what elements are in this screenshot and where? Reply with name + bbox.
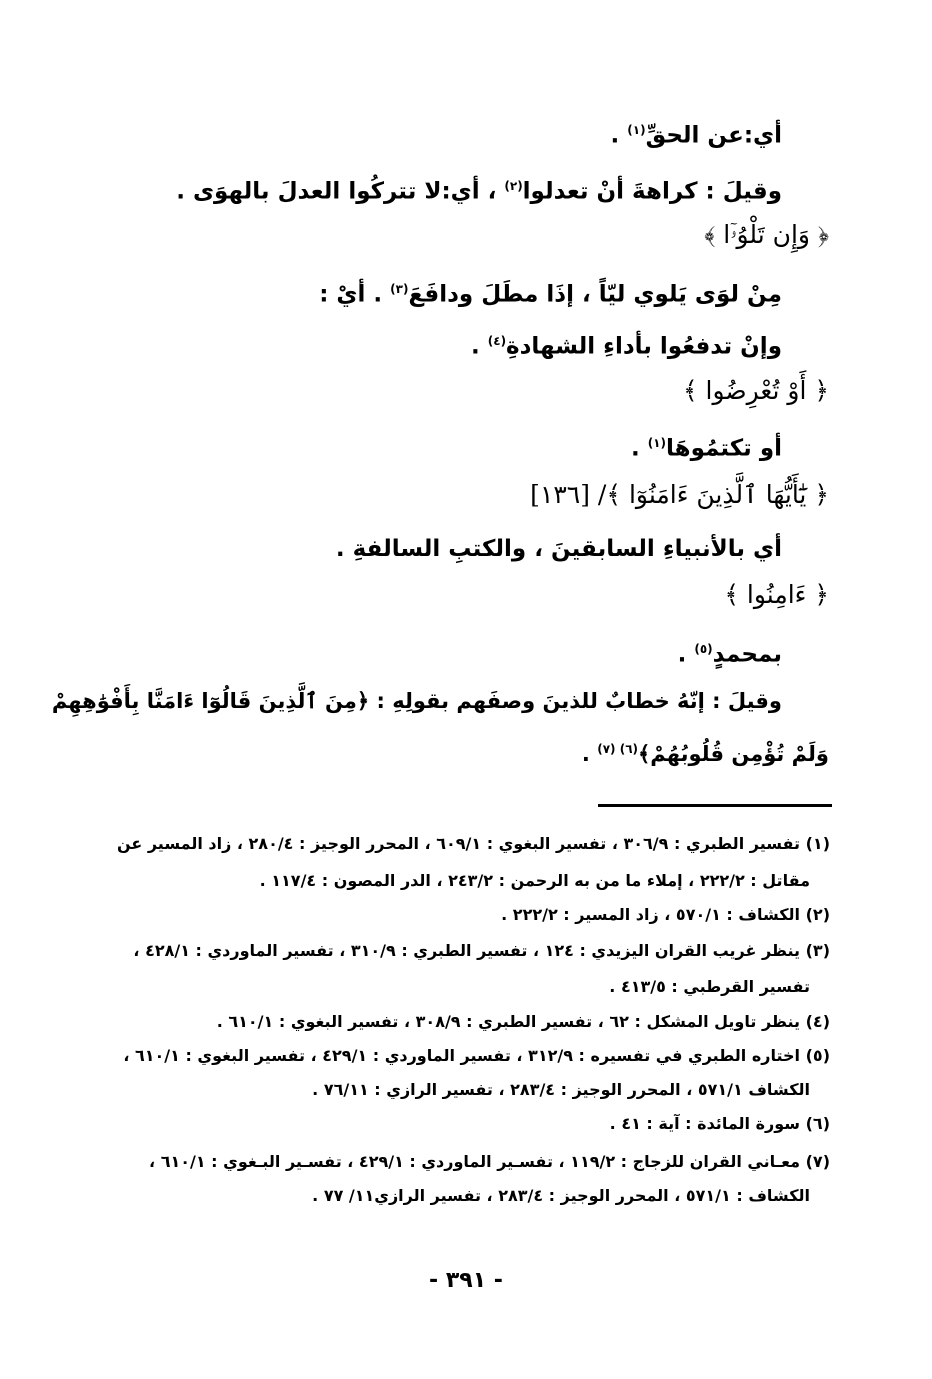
line-text: ﴿ أَوْ تُعْرِضُوا ﴾: [682, 376, 829, 405]
line-tail: . أيْ :: [319, 281, 391, 308]
main-line-13: [582, 732, 829, 771]
page-number: - ٣٩١ -: [429, 1268, 503, 1293]
quran-verse-line-3: [704, 218, 829, 252]
footnote-line: الكشاف ٥٧١/١ ، المحرر الوجيز : ٢٨٣/٤ ، تفسير الرازي : ٧٦/١١ .: [312, 1080, 810, 1099]
line-text: وقيلَ : إنّهُ خطابٌ للذينَ وصفَهم بقولِهِ : ﴿مِنَ ٱلَّذِينَ قَالُوٓا ءَامَنَّا بِأَفْوَٰهِهِمْ: [51, 689, 782, 713]
line-text: ﴿ ءَامِنُوا ﴾: [724, 580, 829, 609]
line-text: ﴿ وَإِن تَلْوُۥٓا ﴾: [704, 220, 829, 249]
footnote-line: مقاتل : ٢٢٢/٢ ، إملاء ما من به الرحمن : ٢٤٣/٢ ، الدر المصون : ١١٧/٤ .: [259, 871, 810, 890]
footnote-ref: (٦) (٧): [597, 742, 638, 756]
footnote-line: (٤) ينظر تاويل المشكل : ٦٢ ، تفسير الطبري : ٣٠٨/٩ ، تفسير البغوي : ٦١٠/١ .: [216, 1012, 830, 1031]
line-tail: ، أي:لا تتركُوا العدلَ بالهوَى .: [176, 178, 505, 205]
line-text: بمحمدٍ: [712, 641, 782, 668]
footnote-line: تفسير القرطبي : ٤١٣/٥ .: [609, 977, 810, 996]
footnote-ref: (١): [627, 123, 646, 137]
line-text: وإنْ تدفعُوا بأداءِ الشهادةِ: [506, 333, 782, 360]
line-text: ﴿ يَٰٓأَيُّهَا ٱلَّذِينَ ءَامَنُوٓا ﴾/ [١٣٦]: [530, 480, 829, 509]
main-line-1: [611, 113, 782, 153]
line-text: أي:عن الحقِّ: [645, 122, 782, 149]
footnote-ref: (٤): [487, 334, 507, 348]
footnote-line: (١) تفسير الطبري : ٣٠٦/٩ ، تفسير البغوي : ٦٠٩/١ ، المحرر الوجيز : ٢٨٠/٤ ، زاد المسير عن: [116, 834, 830, 853]
line-tail: .: [677, 641, 695, 668]
footnote-ref: (١): [647, 436, 666, 450]
line-text: أي بالأنبياءِ السابقينَ ، والكتبِ السالفةِ .: [335, 536, 782, 562]
footnote-divider: [598, 804, 832, 807]
line-tail: .: [581, 742, 598, 766]
footnote-line: الكشاف : ٥٧١/١ ، المحرر الوجيز : ٢٨٣/٤ ، تفسير الرازي١١/ ٧٧ .: [312, 1186, 810, 1205]
line-tail: .: [630, 435, 648, 462]
line-tail: .: [471, 333, 488, 360]
main-line-7: [631, 426, 782, 466]
line-text: وقيلَ : كراهةَ أنْ تعدلوا: [522, 178, 782, 205]
quran-verse-line-8: [530, 478, 829, 512]
main-line-4: [319, 272, 782, 312]
main-line-9: [336, 532, 782, 566]
footnote-line: (٥) اختاره الطبري في تفسيره : ٣١٢/٩ ، تفسير الماوردي : ٤٢٩/١ ، تفسير البغوي : ٦١٠/١ ،: [123, 1046, 830, 1065]
main-line-2: [176, 169, 782, 209]
line-tail: .: [610, 122, 628, 149]
footnote-ref: (٥): [694, 642, 713, 656]
footnote-ref: (٣): [390, 282, 409, 296]
line-text: أو تكتمُوهَا: [665, 435, 782, 462]
footnote-line: (٦) سورة المائدة : آية : ٤١ .: [609, 1114, 830, 1133]
main-line-11: [678, 632, 782, 672]
footnote-line: (٣) ينظر غريب القران اليزيدي : ١٢٤ ، تفسير الطبري : ٣١٠/٩ ، تفسير الماوردي : ٤٢٨/١ ،: [133, 941, 830, 960]
quran-verse-line-10: [724, 578, 829, 612]
quran-verse-line-6: [683, 374, 829, 408]
footnote-line: (٧) معـاني القران للزجاج : ١١٩/٢ ، تفسـير الماوردي : ٤٢٩/١ ، تفسـير البـغوي : ٦١٠/١ ،: [149, 1152, 830, 1171]
line-text: وَلَمْ تُؤْمِن قُلُوبُهُمْ﴾: [638, 742, 829, 766]
line-text: مِنْ لوَى يَلوي ليّاً ، إذَا مطَلَ ودافَعَ: [408, 281, 782, 308]
footnote-line: (٢) الكشاف : ٥٧٠/١ ، زاد المسير : ٢٢٢/٢ .: [501, 905, 830, 924]
footnote-ref: (٢): [504, 179, 523, 193]
main-line-12: [52, 684, 782, 718]
main-line-5: [471, 324, 782, 364]
